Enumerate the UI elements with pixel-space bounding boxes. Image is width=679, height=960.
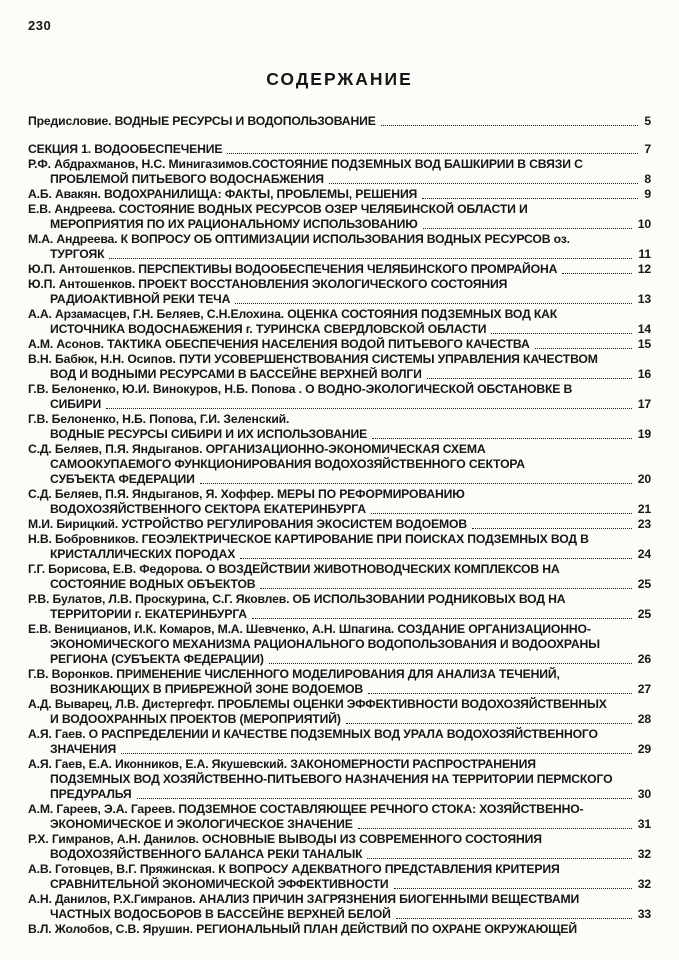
page-ref: 27: [637, 682, 651, 696]
dot-leader: [269, 663, 632, 664]
toc-entry: [28, 382, 651, 412]
toc-entry: [28, 517, 651, 532]
toc-entry: [28, 727, 651, 757]
page-ref: 10: [637, 217, 651, 231]
dot-leader: [422, 198, 638, 199]
toc-entry: [28, 307, 651, 337]
toc-entry: [28, 157, 651, 187]
dot-leader: [121, 753, 632, 754]
dot-leader: [394, 888, 632, 889]
page-ref: 32: [637, 847, 651, 861]
toc-line: [28, 172, 651, 187]
toc-entry-text: Ю.П. Антошенков. ПЕРСПЕКТИВЫ ВОДООБЕСПЕЧЕНИЯ ЧЕЛЯБИНСКОГО ПРОМРАЙОНА: [28, 262, 558, 276]
dot-leader: [423, 228, 632, 229]
toc-line: Ю.П. Антошенков. ПРОЕКТ ВОССТАНОВЛЕНИЯ ЭКОЛОГИЧЕСКОГО СОСТОЯНИЯ: [28, 277, 508, 291]
toc-line: [28, 367, 651, 382]
toc-line: В.Л. Жолобов, С.В. Ярушин. РЕГИОНАЛЬНЫЙ ПЛАН ДЕЙСТВИЙ ПО ОХРАНЕ ОКРУЖАЮЩЕЙ: [28, 922, 578, 936]
toc-line: [28, 907, 651, 922]
toc-entry: [28, 697, 651, 727]
toc-entry-text: И ВОДООХРАННЫХ ПРОЕКТОВ (МЕРОПРИЯТИЙ): [50, 712, 341, 726]
toc-line: Г.В. Воронков. ПРИМЕНЕНИЕ ЧИСЛЕННОГО МОДЕЛИРОВАНИЯ ДЛЯ АНАЛИЗА ТЕЧЕНИЙ,: [28, 667, 560, 681]
toc-entry-text: ВОЗНИКАЮЩИХ В ПРИБРЕЖНОЙ ЗОНЕ ВОДОЕМОВ: [50, 682, 364, 696]
page-ref: 31: [637, 817, 651, 831]
toc-entry-text: СРАВНИТЕЛЬНОЙ ЭКОНОМИЧЕСКОЙ ЭФФЕКТИВНОСТИ: [50, 877, 389, 891]
toc-entry: [28, 487, 651, 517]
toc-entry-text: ВОД И ВОДНЫМИ РЕСУРСАМИ В БАССЕЙНЕ ВЕРХНЕЙ ВОЛГИ: [50, 367, 422, 381]
page-ref: 32: [637, 877, 651, 891]
toc-line: [28, 397, 651, 412]
toc-line: А.Я. Гаев. О РАСПРЕДЕЛЕНИИ И КАЧЕСТВЕ ПОДЗЕМНЫХ ВОД УРАЛА ВОДОХОЗЯЙСТВЕННОГО: [28, 727, 598, 741]
page-ref: 7: [644, 142, 651, 156]
page-ref: 24: [637, 547, 651, 561]
dot-leader: [368, 693, 632, 694]
toc-entry-text: ПРЕДУРАЛЬЯ: [50, 787, 132, 801]
toc-list: [28, 114, 651, 937]
toc-entry: [28, 277, 651, 307]
page-ref: 15: [637, 337, 651, 351]
toc-entry: [28, 442, 651, 487]
toc-entry: [28, 562, 651, 592]
toc-entry: [28, 862, 651, 892]
dot-leader: [252, 618, 632, 619]
toc-line: [28, 217, 651, 232]
dot-leader: [235, 303, 631, 304]
dot-leader: [472, 528, 632, 529]
toc-line: [28, 187, 651, 202]
toc-line: Е.В. Андреева. СОСТОЯНИЕ ВОДНЫХ РЕСУРСОВ ОЗЕР ЧЕЛЯБИНСКОЙ ОБЛАСТИ И: [28, 202, 528, 216]
toc-line: ЭКОНОМИЧЕСКОГО МЕХАНИЗМА РАЦИОНАЛЬНОГО ВОДОПОЛЬЗОВАНИЯ И ВОДООХРАНЫ: [50, 637, 600, 651]
toc-entry: [28, 187, 651, 202]
toc-entry: [28, 757, 651, 802]
toc-line: [28, 742, 651, 757]
page-ref: 16: [637, 367, 651, 381]
toc-entry-text: ВОДНЫЕ РЕСУРСЫ СИБИРИ И ИХ ИСПОЛЬЗОВАНИЕ: [50, 427, 368, 441]
toc-entry-text: А.М. Асонов. ТАКТИКА ОБЕСПЕЧЕНИЯ НАСЕЛЕНИЯ ВОДОЙ ПИТЬЕВОГО КАЧЕСТВА: [28, 337, 530, 351]
toc-line: [28, 472, 651, 487]
toc-line: [28, 142, 651, 157]
toc-line: [28, 427, 651, 442]
toc-entry-text: ТЕРРИТОРИИ г. ЕКАТЕРИНБУРГА: [50, 607, 247, 621]
page-ref: 12: [637, 262, 651, 276]
toc-entry-text: СУБЪЕКТА ФЕДЕРАЦИИ: [50, 472, 195, 486]
toc-entry: [28, 352, 651, 382]
dot-leader: [358, 828, 632, 829]
page-ref: 11: [638, 247, 651, 261]
toc-line: [28, 262, 651, 277]
page-ref: 25: [637, 607, 651, 621]
toc-entry: [28, 802, 651, 832]
toc-entry: [28, 232, 651, 262]
toc-line: [28, 682, 651, 697]
toc-entry: [28, 532, 651, 562]
dot-leader: [535, 348, 632, 349]
dot-leader: [367, 858, 631, 859]
toc-line: ПОДЗЕМНЫХ ВОД ХОЗЯЙСТВЕННО-ПИТЬЕВОГО НАЗНАЧЕНИЯ НА ТЕРРИТОРИИ ПЕРМСКОГО: [50, 772, 613, 786]
dot-leader: [562, 273, 631, 274]
toc-line: Г.Г. Борисова, Е.В. Федорова. О ВОЗДЕЙСТВИИ ЖИВОТНОВОДЧЕСКИХ КОМПЛЕКСОВ НА: [28, 562, 560, 576]
toc-entry: [28, 114, 651, 129]
toc-entry-text: ПРОБЛЕМОЙ ПИТЬЕВОГО ВОДОСНАБЖЕНИЯ: [50, 172, 324, 186]
toc-entry: [28, 922, 651, 937]
toc-line: [28, 787, 651, 802]
toc-line: [28, 247, 651, 262]
dot-leader: [346, 723, 632, 724]
toc-line: А.А. Арзамасцев, Г.Н. Беляев, С.Н.Елохина. ОЦЕНКА СОСТОЯНИЯ ПОДЗЕМНЫХ ВОД КАК: [28, 307, 558, 321]
toc-entry-text: М.И. Бирицкий. УСТРОЙСТВО РЕГУЛИРОВАНИЯ ЭКОСИСТЕМ ВОДОЕМОВ: [28, 517, 467, 531]
toc-line: А.М. Гареев, Э.А. Гареев. ПОДЗЕМНОЕ СОСТАВЛЯЮЩЕЕ РЕЧНОГО СТОКА: ХОЗЯЙСТВЕННО-: [28, 802, 584, 816]
page-ref: 20: [637, 472, 651, 486]
page-ref: 9: [644, 187, 651, 201]
toc-entry-text: Предисловие. ВОДНЫЕ РЕСУРСЫ И ВОДОПОЛЬЗОВАНИЕ: [28, 114, 376, 128]
dot-leader: [227, 153, 638, 154]
toc-line: [28, 607, 651, 622]
toc-entry: [28, 832, 651, 862]
toc-line: А.Н. Данилов, Р.Х.Гимранов. АНАЛИЗ ПРИЧИН ЗАГРЯЗНЕНИЯ БИОГЕННЫМИ ВЕЩЕСТВАМИ: [28, 892, 580, 906]
page-ref: 29: [637, 742, 651, 756]
toc-line: [28, 322, 651, 337]
toc-line: Р.Ф. Абдрахманов, Н.С. Минигазимов.СОСТОЯНИЕ ПОДЗЕМНЫХ ВОД БАШКИРИИ В СВЯЗИ С: [28, 157, 583, 171]
toc-entry-text: РАДИОАКТИВНОЙ РЕКИ ТЕЧА: [50, 292, 231, 306]
page-ref: 25: [637, 577, 651, 591]
toc-entry: [28, 892, 651, 922]
toc-line: САМООКУПАЕМОГО ФУНКЦИОНИРОВАНИЯ ВОДОХОЗЯЙСТВЕННОГО СЕКТОРА: [50, 457, 525, 471]
toc-entry-text: А.Б. Авакян. ВОДОХРАНИЛИЩА: ФАКТЫ, ПРОБЛЕМЫ, РЕШЕНИЯ: [28, 187, 418, 201]
toc-entry: [28, 412, 651, 442]
dot-leader: [371, 513, 632, 514]
toc-line: [28, 817, 651, 832]
page-ref: 28: [637, 712, 651, 726]
toc-line: Р.В. Булатов, Л.В. Проскурина, С.Г. Яковлев. ОБ ИСПОЛЬЗОВАНИИ РОДНИКОВЫХ ВОД НА: [28, 592, 566, 606]
page-ref: 33: [637, 907, 651, 921]
page-ref: 13: [637, 292, 651, 306]
page-ref: 5: [644, 114, 651, 128]
toc-line: [28, 877, 651, 892]
dot-leader: [200, 483, 632, 484]
dot-leader: [396, 918, 632, 919]
toc-line: С.Д. Беляев, П.Я. Яндыганов. ОРГАНИЗАЦИОННО-ЭКОНОМИЧЕСКАЯ СХЕМА: [28, 442, 486, 456]
page-ref: 23: [637, 517, 651, 531]
toc-line: [28, 652, 651, 667]
toc-entry: [28, 142, 651, 157]
toc-line: Е.В. Веницианов, И.К. Комаров, М.А. Шевченко, А.Н. Шпагина. СОЗДАНИЕ ОРГАНИЗАЦИОННО-: [28, 622, 591, 636]
toc-line: [28, 712, 651, 727]
dot-leader: [137, 798, 632, 799]
toc-entry: [28, 622, 651, 667]
toc-line: А.Д. Выварец, Л.В. Дистергефт. ПРОБЛЕМЫ ОЦЕНКИ ЭФФЕКТИВНОСТИ ВОДОХОЗЯЙСТВЕННЫХ: [28, 697, 607, 711]
toc-line: [28, 292, 651, 307]
toc-line: Р.Х. Гимранов, А.Н. Данилов. ОСНОВНЫЕ ВЫВОДЫ ИЗ СОВРЕМЕННОГО СОСТОЯНИЯ: [28, 832, 542, 846]
toc-line: В.Н. Бабюк, Н.Н. Осипов. ПУТИ УСОВЕРШЕНСТВОВАНИЯ СИСТЕМЫ УПРАВЛЕНИЯ КАЧЕСТВОМ: [28, 352, 598, 366]
folio-page-number: 230: [28, 18, 52, 33]
toc-entry-text: СЕКЦИЯ 1. ВОДООБЕСПЕЧЕНИЕ: [28, 142, 223, 156]
toc-line: [28, 114, 651, 129]
toc-entry-text: ЗНАЧЕНИЯ: [50, 742, 117, 756]
toc-entry-text: ЧАСТНЫХ ВОДОСБОРОВ В БАССЕЙНЕ ВЕРХНЕЙ БЕЛОЙ: [50, 907, 391, 921]
dot-leader: [109, 258, 632, 259]
toc-entry-text: КРИСТАЛЛИЧЕСКИХ ПОРОДАХ: [50, 547, 236, 561]
toc-line: М.А. Андреева. К ВОПРОСУ ОБ ОПТИМИЗАЦИИ ИСПОЛЬЗОВАНИЯ ВОДНЫХ РЕСУРСОВ оз.: [28, 232, 570, 246]
page-ref: 26: [637, 652, 651, 666]
page-ref: 30: [637, 787, 651, 801]
page-title: СОДЕРЖАНИЕ: [266, 69, 413, 89]
dot-leader: [260, 588, 631, 589]
toc-entry: [28, 337, 651, 352]
toc-line: [28, 517, 651, 532]
dot-leader: [329, 183, 638, 184]
dot-leader: [372, 438, 632, 439]
page-ref: 19: [637, 427, 651, 441]
toc-line: Г.В. Белоненко, Ю.И. Винокуров, Н.Б. Попова . О ВОДНО-ЭКОЛОГИЧЕСКОЙ ОБСТАНОВКЕ В: [28, 382, 573, 396]
toc-entry-text: РЕГИОНА (СУБЪЕКТА ФЕДЕРАЦИИ): [50, 652, 264, 666]
page-ref: 8: [644, 172, 651, 186]
dot-leader: [427, 378, 632, 379]
toc-entry-text: ТУРГОЯК: [50, 247, 105, 261]
toc-line: [28, 847, 651, 862]
toc-line: А.В. Готовцев, В.Г. Пряжинская. К ВОПРОСУ АДЕКВАТНОГО ПРЕДСТАВЛЕНИЯ КРИТЕРИЯ: [28, 862, 560, 876]
toc-line: [28, 337, 651, 352]
toc-line: [28, 547, 651, 562]
page-ref: 17: [637, 397, 651, 411]
toc-line: Н.В. Бобровников. ГЕОЭЛЕКТРИЧЕСКОЕ КАРТИРОВАНИЕ ПРИ ПОИСКАХ ПОДЗЕМНЫХ ВОД В: [28, 532, 589, 546]
dot-leader: [491, 333, 631, 334]
toc-line: [28, 502, 651, 517]
toc-line: [28, 577, 651, 592]
toc-line: Г.В. Белоненко, Н.Б. Попова, Г.И. Зеленский.: [28, 412, 290, 426]
toc-entry-text: СОСТОЯНИЕ ВОДНЫХ ОБЪЕКТОВ: [50, 577, 256, 591]
toc-entry-text: ИСТОЧНИКА ВОДОСНАБЖЕНИЯ г. ТУРИНСКА СВЕРДЛОВСКОЙ ОБЛАСТИ: [50, 322, 487, 336]
toc-entry-text: СИБИРИ: [50, 397, 102, 411]
toc-entry-text: ЭКОНОМИЧЕСКОЕ И ЭКОЛОГИЧЕСКОЕ ЗНАЧЕНИЕ: [50, 817, 353, 831]
toc-entry: [28, 262, 651, 277]
toc-entry-text: МЕРОПРИЯТИЯ ПО ИХ РАЦИОНАЛЬНОМУ ИСПОЛЬЗОВАНИЮ: [50, 217, 418, 231]
toc-line: С.Д. Беляев, П.Я. Яндыганов, Я. Хоффер. МЕРЫ ПО РЕФОРМИРОВАНИЮ: [28, 487, 465, 501]
toc-entry-text: ВОДОХОЗЯЙСТВЕННОГО БАЛАНСА РЕКИ ТАНАЛЫК: [50, 847, 363, 861]
toc-entry-text: ВОДОХОЗЯЙСТВЕННОГО СЕКТОРА ЕКАТЕРИНБУРГА: [50, 502, 366, 516]
toc-entry: [28, 667, 651, 697]
toc-entry: [28, 592, 651, 622]
dot-leader: [381, 125, 639, 126]
dot-leader: [106, 408, 632, 409]
dot-leader: [240, 558, 632, 559]
toc-entry: [28, 202, 651, 232]
page-ref: 21: [637, 502, 651, 516]
page-ref: 14: [637, 322, 651, 336]
toc-line: А.Я. Гаев, Е.А. Иконников, Е.А. Якушевский. ЗАКОНОМЕРНОСТИ РАСПРОСТРАНЕНИЯ: [28, 757, 536, 771]
